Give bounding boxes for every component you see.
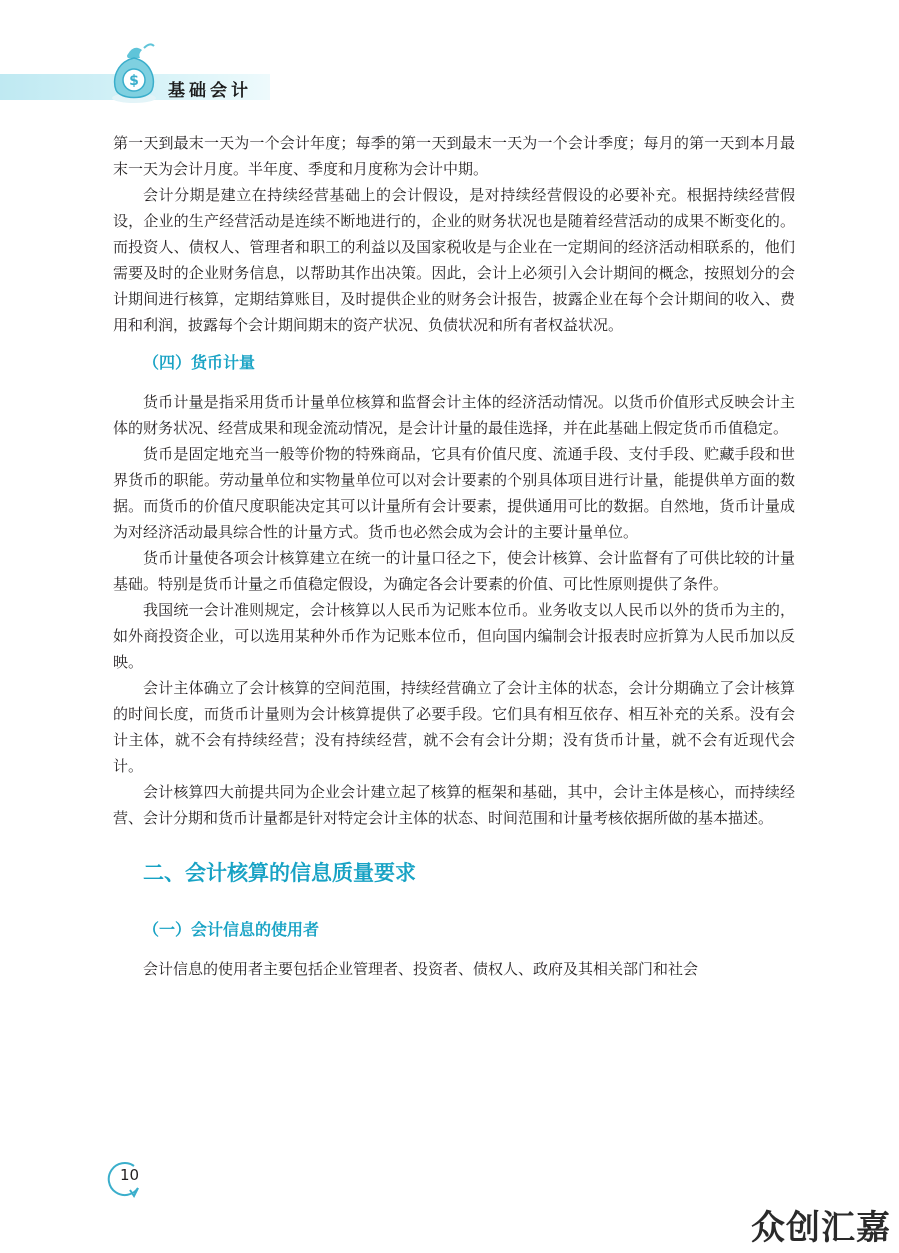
paragraph: 货币是固定地充当一般等价物的特殊商品，它具有价值尺度、流通手段、支付手段、贮藏手段和世界货币的职能。劳动量单位和实物量单位可以对会计要素的个别具体项目进行计量，能提供单方面的数据。而货币的价值尺度职能决定其可以计量所有会计要素，提供通用可比的数据。自然地，货币计量成为对经济活动最具综合性的计量方式。货币也必然会成为会计的主要计量单位。 xyxy=(113,445,795,541)
paragraph: 货币计量使各项会计核算建立在统一的计量口径之下，使会计核算、会计监督有了可供比较的计量基础。特别是货币计量之币值稳定假设，为确定各会计要素的价值、可比性原则提供了条件。 xyxy=(113,549,795,593)
paragraph: 货币计量是指采用货币计量单位核算和监督会计主体的经济活动情况。以货币价值形式反映会计主体的财务状况、经营成果和现金流动情况，是会计计量的最佳选择，并在此基础上假定货币币值稳定。 xyxy=(113,393,795,437)
money-bag-icon xyxy=(104,40,164,106)
paragraph: 第一天到最末一天为一个会计年度；每季的第一天到最末一天为一个会计季度；每月的第一天到本月最末一天为会计月度。半年度、季度和月度称为会计中期。 xyxy=(113,134,795,178)
watermark: 众创汇嘉 xyxy=(751,1208,891,1248)
paragraph: 会计分期是建立在持续经营基础上的会计假设，是对持续经营假设的必要补充。根据持续经营假设，企业的生产经营活动是连续不断地进行的，企业的财务状况也是随着经营活动的成果不断变化的。而投资人、债权人、管理者和职工的利益以及国家税收是与企业在一定期间的经济活动相联系的，他们需要及时的企业财务信息，以帮助其作出决策。因此，会计上必须引入会计期间的概念，按照划分的会计期间进行核算，定期结算账目，及时提供企业的财务会计报告，披露企业在每个会计期间的收入、费用和利润，披露每个会计期间期末的资产状况、负债状况和所有者权益状况。 xyxy=(113,186,795,334)
paragraph: 会计核算四大前提共同为企业会计建立起了核算的框架和基础，其中，会计主体是核心，而持续经营、会计分期和货币计量都是针对特定会计主体的状态、时间范围和计量考核依据所做的基本描述。 xyxy=(113,783,795,827)
svg-text:$: $ xyxy=(129,73,139,89)
book-title: 基础会计 xyxy=(168,81,252,101)
paragraph: 会计主体确立了会计核算的空间范围，持续经营确立了会计主体的状态，会计分期确立了会计核算的时间长度，而货币计量则为会计核算提供了必要手段。它们具有相互依存、相互补充的关系。没有会计主体，就不会有持续经营；没有持续经营，就不会有会计分期；没有货币计量，就不会有近现代会计。 xyxy=(113,679,795,775)
page-number-badge xyxy=(104,1160,144,1200)
page-content xyxy=(113,130,795,982)
page-number: 10 xyxy=(120,1166,140,1184)
subheading-currency-measurement: （四）货币计量 xyxy=(143,353,256,372)
section-heading: 二、会计核算的信息质量要求 xyxy=(143,861,416,885)
paragraph: 我国统一会计准则规定，会计核算以人民币为记账本位币。业务收支以人民币以外的货币为主的，如外商投资企业，可以选用某种外币作为记账本位币，但向国内编制会计报表时应折算为人民币加以反映。 xyxy=(113,601,795,671)
subheading-info-users: （一）会计信息的使用者 xyxy=(143,920,320,939)
paragraph: 会计信息的使用者主要包括企业管理者、投资者、债权人、政府及其相关部门和社会 xyxy=(143,960,699,978)
